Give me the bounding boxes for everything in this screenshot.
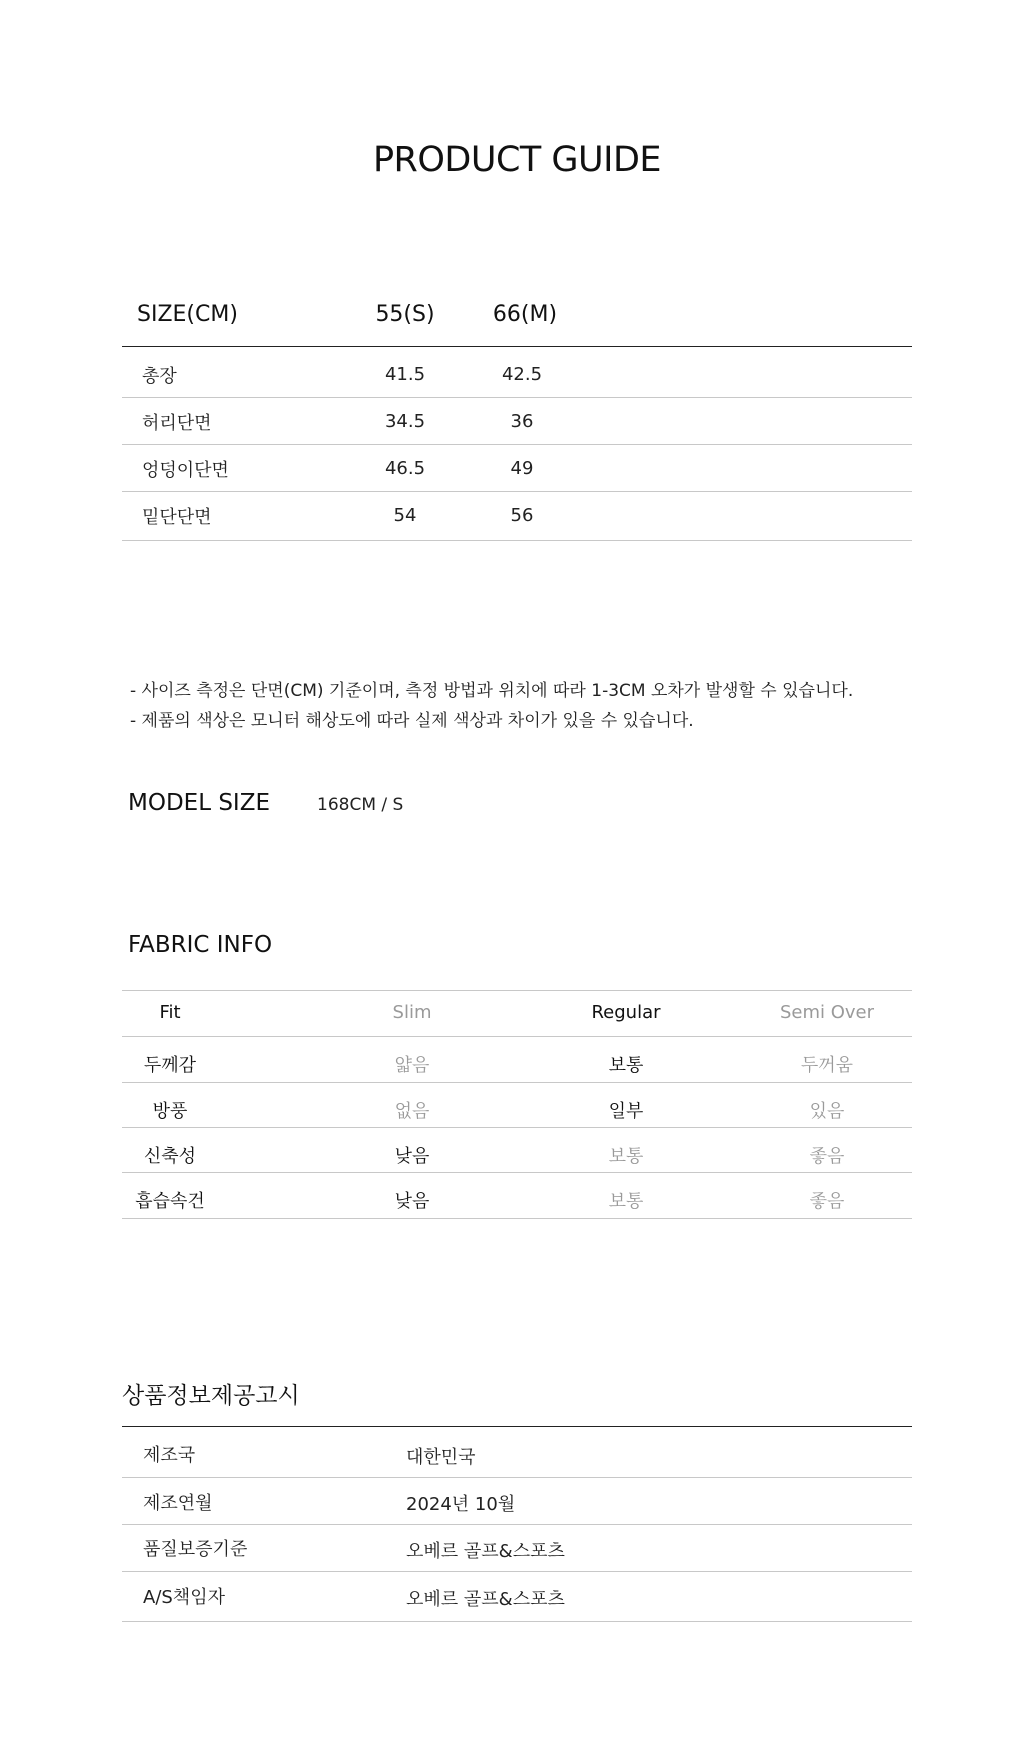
size-row-value-s: 54 (393, 505, 417, 526)
fabric-option: Slim (392, 1002, 432, 1023)
size-row-value-s: 34.5 (384, 411, 426, 432)
size-header-s: 55(S) (375, 302, 435, 327)
size-row-label: 엉덩이단면 (142, 460, 229, 481)
fabric-option: 얇음 (394, 1055, 430, 1076)
fabric-option: 보통 (608, 1146, 644, 1167)
notice-row-label: 제조국 (143, 1445, 196, 1466)
page-title: PRODUCT GUIDE (372, 140, 662, 180)
notice-row-value: 대한민국 (406, 1447, 476, 1468)
notice-top-rule (122, 1426, 912, 1427)
size-row-rule (122, 397, 912, 398)
fabric-row-label: Fit (159, 1002, 181, 1023)
fabric-row-rule (122, 1036, 912, 1037)
size-row-rule (122, 444, 912, 445)
notice-row-rule (122, 1571, 912, 1572)
size-row-label: 허리단면 (142, 413, 212, 434)
notice-row-value: 오베르 골프&스포츠 (406, 1589, 565, 1610)
fabric-option: 보통 (608, 1191, 644, 1212)
fabric-row-label: 신축성 (143, 1146, 197, 1167)
size-header-rule (122, 346, 912, 347)
size-row-value-m: 49 (510, 458, 534, 479)
size-row-label: 밑단단면 (142, 507, 212, 528)
notice-row-rule (122, 1477, 912, 1478)
color-note: - 제품의 색상은 모니터 해상도에 따라 실제 색상과 차이가 있을 수 있습니다. (130, 711, 694, 731)
size-note: - 사이즈 측정은 단면(CM) 기준이며, 측정 방법과 위치에 따라 1-3CM 오차가 발생할 수 있습니다. (130, 681, 854, 701)
notice-row-value: 오베르 골프&스포츠 (406, 1541, 565, 1562)
fabric-option: 두꺼움 (800, 1055, 854, 1076)
model-size-label: MODEL SIZE (128, 790, 270, 816)
fabric-row-label: 흡습속건 (135, 1191, 205, 1212)
fabric-option: 없음 (394, 1101, 430, 1122)
fabric-option: 보통 (608, 1055, 644, 1076)
fabric-row-rule (122, 1127, 912, 1128)
size-table-bottom-rule (122, 540, 912, 541)
size-row-value-s: 41.5 (384, 364, 426, 385)
size-header-label: SIZE(CM) (137, 302, 238, 327)
fabric-option: Regular (591, 1002, 661, 1023)
fabric-info-title: FABRIC INFO (128, 932, 273, 958)
fabric-option: 낮음 (394, 1191, 430, 1212)
fabric-option: 좋음 (809, 1146, 845, 1167)
notice-title: 상품정보제공고시 (122, 1383, 300, 1409)
fabric-row-rule (122, 1082, 912, 1083)
fabric-row-label: 방풍 (152, 1101, 188, 1122)
fabric-option: 일부 (608, 1101, 644, 1122)
size-row-label: 총장 (142, 366, 177, 387)
fabric-option: Semi Over (779, 1002, 875, 1023)
notice-row-label: A/S책임자 (143, 1587, 225, 1608)
fabric-option: 있음 (809, 1101, 845, 1122)
model-size-value: 168CM / S (317, 795, 404, 815)
fabric-row-label: 두께감 (143, 1055, 197, 1076)
fabric-row-rule (122, 1172, 912, 1173)
size-row-rule (122, 491, 912, 492)
size-row-value-m: 56 (510, 505, 534, 526)
notice-row-label: 제조연월 (143, 1493, 213, 1514)
size-header-m: 66(M) (492, 302, 558, 327)
fabric-bottom-rule (122, 1218, 912, 1219)
fabric-option: 좋음 (809, 1191, 845, 1212)
notice-row-rule (122, 1524, 912, 1525)
notice-bottom-rule (122, 1621, 912, 1622)
notice-row-value: 2024년 10월 (406, 1494, 516, 1515)
notice-row-label: 품질보증기준 (143, 1539, 248, 1560)
fabric-top-rule (122, 990, 912, 991)
size-row-value-m: 36 (510, 411, 534, 432)
fabric-option: 낮음 (394, 1146, 430, 1167)
size-row-value-s: 46.5 (384, 458, 426, 479)
size-row-value-m: 42.5 (501, 364, 543, 385)
